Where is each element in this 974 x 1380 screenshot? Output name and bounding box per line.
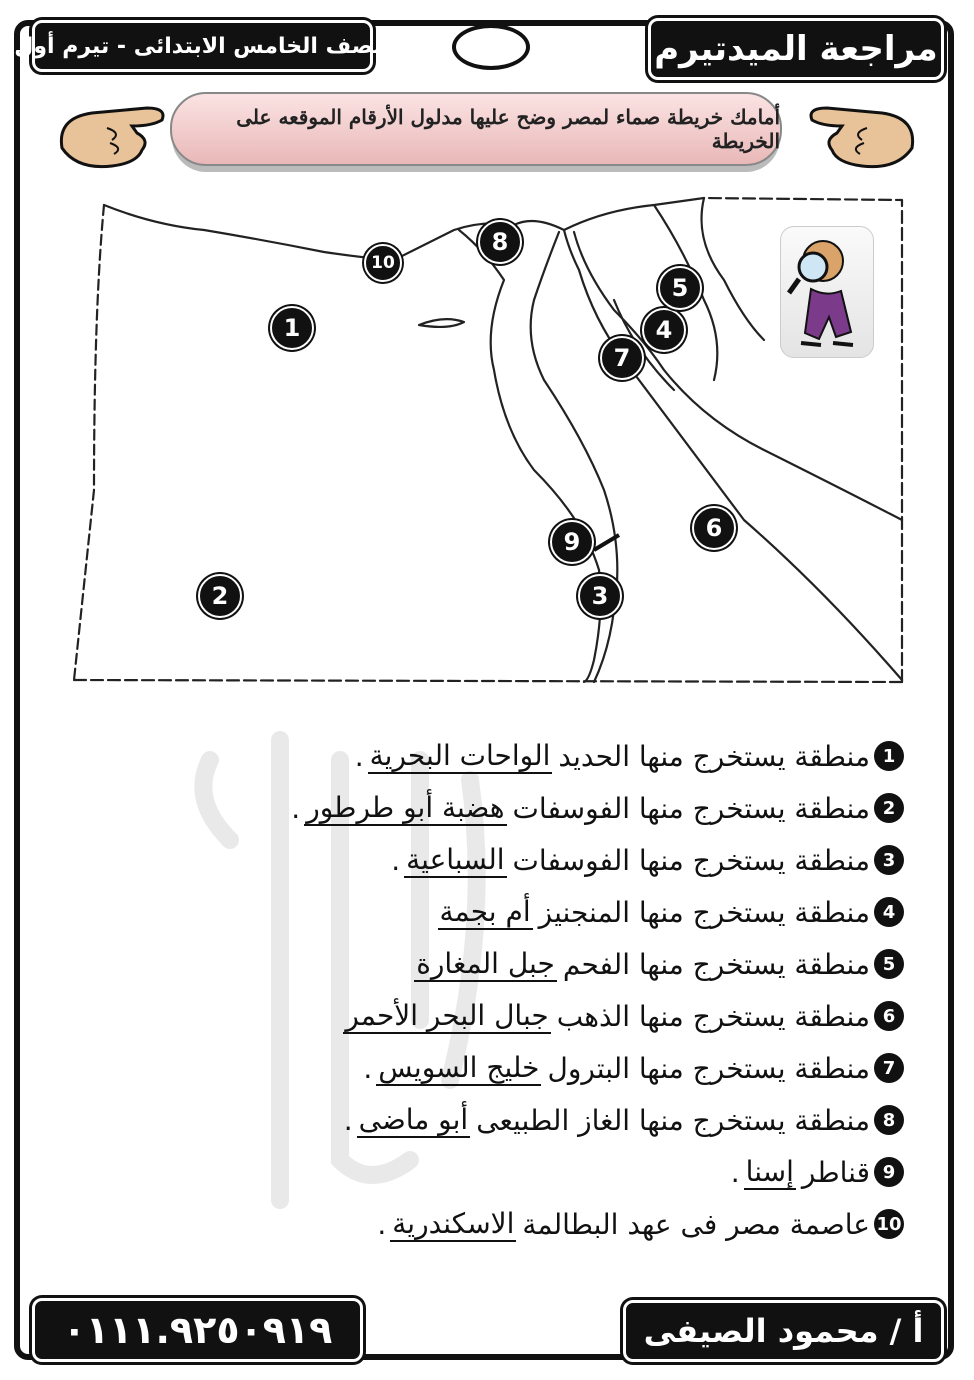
item-question: منطقة يستخرج منها الذهب — [556, 999, 870, 1033]
item-number: 2 — [874, 793, 904, 823]
map-marker-2: 2 — [198, 574, 242, 618]
page-title: مراجعة الميدتيرم — [648, 18, 944, 80]
pointing-hand-icon — [792, 78, 922, 178]
list-item — [144, 1146, 904, 1198]
map-marker-10: 10 — [364, 244, 402, 282]
decorative-oval — [452, 24, 530, 70]
item-answer: أم بجمة — [439, 894, 531, 928]
list-item — [144, 990, 904, 1042]
item-question: منطقة يستخرج منها الفحم — [562, 947, 870, 981]
map-marker-8: 8 — [478, 220, 522, 264]
item-number: 1 — [874, 741, 904, 771]
item-answer: جبل المغارة — [416, 946, 555, 980]
item-punctuation: . — [377, 1207, 387, 1241]
item-question: منطقة يستخرج منها الفوسفات — [512, 791, 870, 825]
item-punctuation: . — [363, 1051, 373, 1085]
detective-image — [780, 226, 874, 358]
item-punctuation: . — [391, 843, 401, 877]
list-item — [144, 886, 904, 938]
grade-label: للصف الخامس الابتدائى - تيرم أول — [32, 20, 373, 72]
item-number: 10 — [874, 1209, 904, 1239]
map-marker-5: 5 — [658, 266, 702, 310]
map-marker-1: 1 — [270, 306, 314, 350]
instruction-banner — [170, 92, 782, 166]
item-answer: أبو ماضى — [358, 1102, 469, 1136]
list-item — [144, 1198, 904, 1250]
item-answer: هضبة أبو طرطور — [306, 790, 505, 824]
list-item — [144, 730, 904, 782]
map-marker-4: 4 — [642, 308, 686, 352]
item-question: عاصمة مصر فى عهد البطالمة — [522, 1207, 870, 1241]
list-item — [144, 1042, 904, 1094]
item-answer: جبال البحر الأحمر — [345, 998, 549, 1032]
item-number: 5 — [874, 949, 904, 979]
map-marker-7: 7 — [600, 336, 644, 380]
item-answer: إسنا — [745, 1154, 794, 1188]
phone-number: ٠١١١.٩٢٥٠٩١٩ — [32, 1298, 363, 1362]
item-punctuation: . — [291, 791, 301, 825]
item-number: 8 — [874, 1105, 904, 1135]
map-marker-3: 3 — [578, 574, 622, 618]
item-number: 6 — [874, 1001, 904, 1031]
item-number: 3 — [874, 845, 904, 875]
item-number: 7 — [874, 1053, 904, 1083]
item-question: منطقة يستخرج منها المنجنيز — [538, 895, 870, 929]
map-marker-6: 6 — [692, 506, 736, 550]
item-number: 4 — [874, 897, 904, 927]
item-question: منطقة يستخرج منها البترول — [547, 1051, 870, 1085]
list-item — [144, 834, 904, 886]
item-answer: خليج السويس — [378, 1050, 540, 1084]
list-item — [144, 1094, 904, 1146]
item-punctuation: . — [354, 739, 364, 773]
item-punctuation: . — [343, 1103, 353, 1137]
instruction-text: أمامك خريطة صماء لمصر وضح عليها مدلول الأرقام الموقعه على الخريطة — [236, 105, 780, 153]
answer-list — [144, 730, 904, 1250]
list-item — [144, 938, 904, 990]
pointing-hand-icon — [52, 78, 182, 178]
item-answer: الاسكندرية — [392, 1206, 515, 1240]
item-punctuation: . — [730, 1155, 740, 1189]
item-answer: الواحات البحرية — [369, 738, 551, 772]
item-question: منطقة يستخرج منها الغاز الطبيعى — [476, 1103, 870, 1137]
teacher-name: أ / محمود الصيفى — [623, 1300, 944, 1362]
map-marker-9: 9 — [550, 520, 594, 564]
magnifier-icon — [781, 227, 873, 357]
item-question: قناطر — [801, 1155, 870, 1189]
item-answer: السباعية — [406, 842, 505, 876]
item-question: منطقة يستخرج منها الفوسفات — [512, 843, 870, 877]
item-question: منطقة يستخرج منها الحديد — [558, 739, 870, 773]
list-item — [144, 782, 904, 834]
item-number: 9 — [874, 1157, 904, 1187]
